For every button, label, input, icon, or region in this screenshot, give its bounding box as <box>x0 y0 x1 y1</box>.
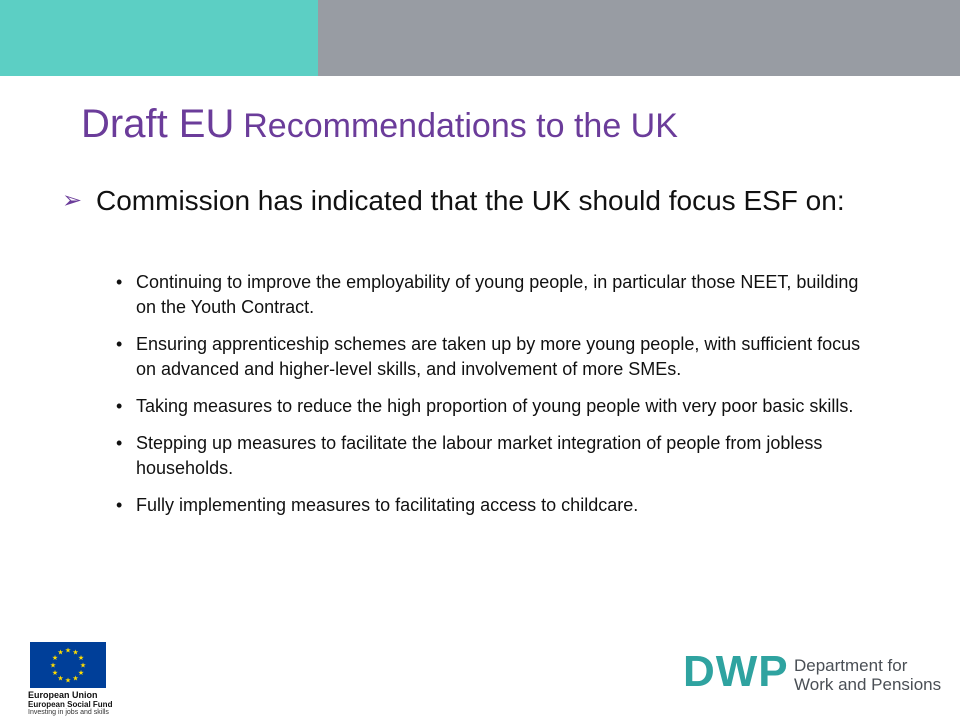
sub-bullet-text: Continuing to improve the employability of young people, in particular those NEET, building on the Youth Contract. <box>136 272 859 317</box>
eu-name-label: European Union <box>28 690 98 700</box>
header-band-grey <box>318 0 960 76</box>
dwp-logo <box>683 647 943 696</box>
sub-bullet-item <box>116 332 876 382</box>
eu-star-icon: ★ <box>51 655 59 662</box>
eu-star-icon: ★ <box>79 662 87 670</box>
dot-bullet-icon: • <box>116 272 123 292</box>
eu-esf-logo <box>28 642 118 718</box>
sub-bullet-item <box>116 394 876 419</box>
eu-star-icon: ★ <box>77 670 85 677</box>
eu-star-icon: ★ <box>51 670 59 677</box>
sub-bullet-text: Stepping up measures to facilitate the labour market integration of people from jobless households. <box>136 433 823 478</box>
header-band-teal <box>0 0 318 76</box>
eu-star-icon: ★ <box>57 649 64 657</box>
lead-bullet-text: Commission has indicated that the UK should focus ESF on: <box>96 185 845 216</box>
lead-bullet <box>62 184 922 218</box>
sub-bullet-text: Ensuring apprenticeship schemes are taken up by more young people, with sufficient focus on advanced and higher-level skills, and involvement of more SMEs. <box>136 334 861 379</box>
dot-bullet-icon: • <box>116 433 123 453</box>
sub-bullet-text: Taking measures to reduce the high proportion of young people with very poor basic skills. <box>136 396 854 416</box>
dwp-department-name <box>794 656 941 694</box>
eu-star-icon: ★ <box>77 655 85 662</box>
eu-star-icon: ★ <box>57 675 64 683</box>
dwp-mark: DWP <box>683 647 789 696</box>
sub-bullet-list <box>116 270 876 530</box>
sub-bullet-item <box>116 493 876 518</box>
eu-star-icon: ★ <box>72 675 79 683</box>
slide-title <box>81 104 678 144</box>
sub-bullet-item <box>116 431 876 481</box>
eu-flag-icon <box>30 642 106 688</box>
sub-bullet-item <box>116 270 876 320</box>
dwp-name-line1: Department for <box>794 656 908 675</box>
eu-star-icon: ★ <box>72 649 79 657</box>
eu-stars-icon <box>30 642 106 688</box>
dot-bullet-icon: • <box>116 495 123 515</box>
dwp-name-line2: Work and Pensions <box>794 675 942 694</box>
dot-bullet-icon: • <box>116 334 123 354</box>
eu-star-icon: ★ <box>49 662 57 670</box>
eu-fund-label: European Social Fund <box>28 700 113 709</box>
arrow-bullet-icon: ➢ <box>62 187 83 214</box>
slide-title-part2: Recommendations to the UK <box>243 107 678 145</box>
sub-bullet-text: Fully implementing measures to facilitating access to childcare. <box>136 495 639 515</box>
eu-star-icon: ★ <box>64 677 72 685</box>
dot-bullet-icon: • <box>116 396 123 416</box>
eu-tagline-label: Investing in jobs and skills <box>28 709 109 716</box>
eu-star-icon: ★ <box>64 647 72 655</box>
slide-title-part1: Draft EU <box>81 102 235 146</box>
